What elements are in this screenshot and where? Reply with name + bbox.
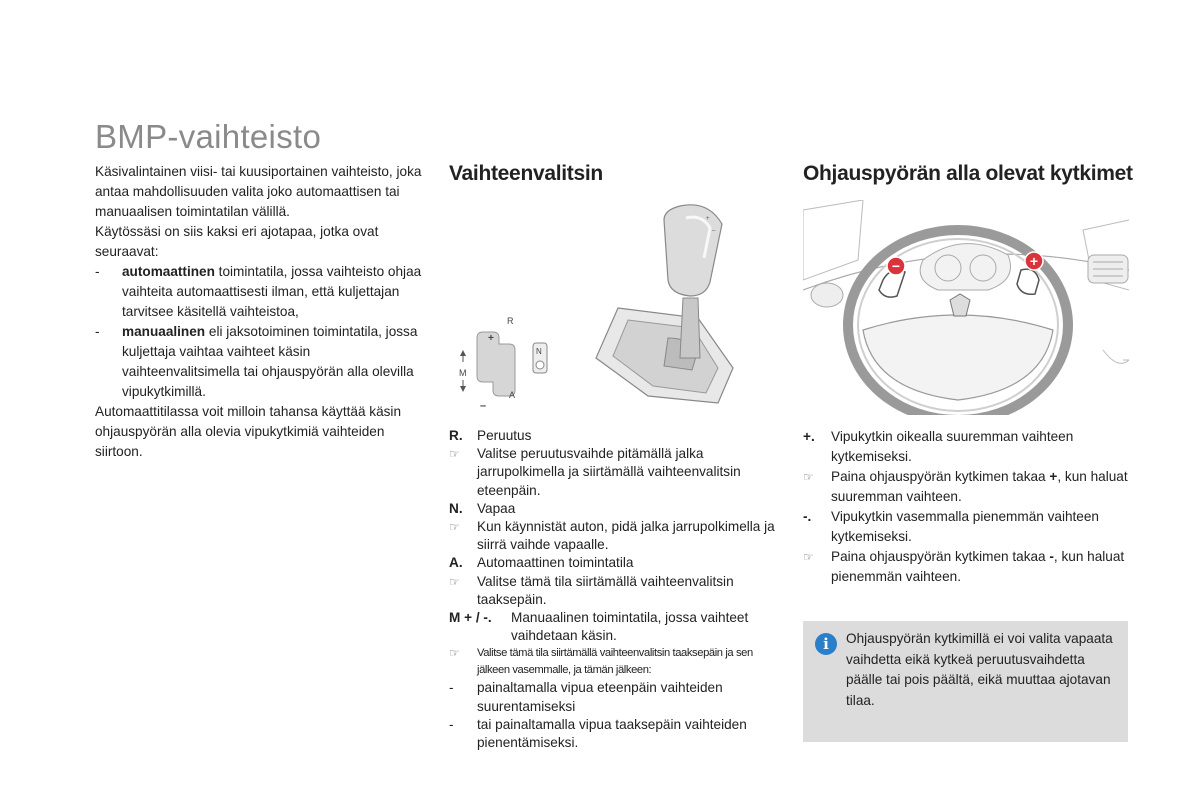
list-dash: -: [95, 324, 100, 339]
gear-text: Peruutus: [477, 428, 532, 443]
paddles-description: [803, 427, 1128, 587]
steering-wheel-illustration: [803, 200, 1129, 415]
gear-item-r: [449, 427, 779, 445]
paddles-heading: Ohjauspyörän alla olevat kytkimet: [803, 162, 1133, 185]
mode-description: eli jaksotoiminen toimintatila, jossa kuljettaja vaihtaa vaihteet käsin vaihteenvalitsimella tai ohjauspyörän alla olevilla vipukytkimillä.: [122, 324, 418, 399]
gear-key: N.: [449, 500, 463, 516]
paddle-item-plus: [803, 427, 1128, 467]
info-note-text: Ohjauspyörän kytkimillä ei voi valita vapaata vaihdetta eikä kytkeä peruutusvaihdetta päälle tai pois päältä, eikä muuttaa ajotavan tilaa.: [846, 631, 1113, 708]
pointing-hand-icon: ☞: [449, 447, 460, 462]
pointing-hand-icon: ☞: [449, 520, 460, 535]
list-dash: -: [449, 680, 454, 696]
instruction-text: Valitse tämä tila siirtämällä vaihteenvalitsin taaksepäin ja sen jälkeen vasemmalle, ja tämän jälkeen:: [477, 647, 753, 677]
instruction-item: [449, 645, 779, 679]
pointing-hand-icon: ☞: [449, 646, 460, 661]
paddle-item-minus: [803, 507, 1128, 547]
gear-key: R.: [449, 428, 463, 443]
intro-paragraph-1: Käsivalintainen viisi- tai kuusiportainen vaihteisto, joka antaa mahdollisuuden valita joko automaattisen tai manuaalisen toimintatilan välillä.: [95, 164, 422, 219]
info-icon: i: [815, 633, 837, 655]
manual-list-text: painaltamalla vipua eteenpäin vaihteiden suurentamiseksi: [477, 680, 723, 714]
gear-key: A.: [449, 555, 463, 571]
gear-label-minus: –: [480, 400, 487, 410]
mode-name: automaattinen: [122, 264, 215, 279]
paddle-key: -.: [803, 509, 812, 524]
pointing-hand-icon: ☞: [803, 550, 814, 564]
intro-paragraph-3: Automaattitilassa voit milloin tahansa käyttää käsin ohjauspyörän alla olevia vipukytkimiä vaihteiden siirtoon.: [95, 404, 402, 459]
selector-description: [449, 427, 779, 752]
gear-label-a: A: [509, 390, 516, 400]
pointing-hand-icon: ☞: [449, 574, 460, 589]
mode-list-item: [95, 262, 430, 322]
mode-list-item: [95, 322, 430, 402]
list-dash: -: [95, 264, 100, 279]
instruction-item: [449, 445, 779, 500]
mode-description: toimintatila, jossa vaihteisto ohjaa vaihteita automaattisesti ilman, että kuljettajan tarvitsee käsitellä vaihteistoa,: [122, 264, 422, 319]
plus-icon: +: [1029, 253, 1039, 269]
gear-label-r: R: [507, 316, 514, 326]
instruction-symbol: +: [1049, 469, 1058, 484]
intro-section: [95, 162, 430, 462]
pointing-hand-icon: ☞: [803, 470, 814, 484]
paddle-key: +.: [803, 429, 815, 444]
gear-key: M + / -.: [449, 610, 492, 626]
mode-name: manuaalinen: [122, 324, 206, 339]
gear-text: Manuaalinen toimintatila, jossa vaihteet vaihdetaan käsin.: [511, 610, 749, 644]
gear-text: Vapaa: [477, 500, 516, 516]
instruction-item: [803, 467, 1128, 507]
page-title: BMP-vaihteisto: [95, 118, 322, 155]
instruction-text: Valitse peruutusvaihde pitämällä jalka jarrupolkimella ja siirtämällä vaihteenvalitsin eteenpäin.: [477, 446, 741, 498]
svg-text:+: +: [706, 216, 710, 222]
manual-list-text: tai painaltamalla vipua taaksepäin vaihteiden pienentämiseksi.: [477, 716, 747, 751]
info-note: [803, 621, 1128, 742]
instruction-text: Paina ohjauspyörän kytkimen takaa: [831, 549, 1050, 564]
instruction-text: , kun haluat pienemmän vaihteen.: [831, 549, 1125, 584]
instruction-item: [449, 573, 779, 609]
minus-icon: −: [891, 258, 901, 274]
instruction-item: [449, 518, 779, 554]
gear-label-plus: +: [488, 333, 494, 344]
svg-text:–: –: [712, 228, 716, 234]
list-dash: -: [449, 716, 454, 732]
manual-list-item: [449, 716, 779, 752]
gear-item-a: [449, 554, 779, 572]
gear-lever-illustration: [588, 198, 738, 410]
manual-list-item: [449, 679, 779, 715]
paddle-text: Vipukytkin vasemmalla pienemmän vaihteen kytkemiseksi.: [831, 509, 1099, 544]
instruction-symbol: -: [1049, 549, 1054, 564]
instruction-text: Kun käynnistät auton, pidä jalka jarrupolkimella ja siirrä vaihde vapaalle.: [477, 519, 775, 553]
gear-item-m: [449, 609, 779, 645]
instruction-text: Valitse tämä tila siirtämällä vaihteenvalitsin taaksepäin.: [477, 573, 734, 607]
mode-list: [95, 262, 430, 402]
instruction-item: [803, 547, 1128, 587]
gear-pattern-diagram: [449, 310, 559, 410]
gear-item-n: [449, 500, 779, 518]
instruction-text: , kun haluat suuremman vaihteen.: [831, 469, 1128, 504]
gear-label-m: M: [459, 368, 467, 378]
paddle-text: Vipukytkin oikealla suuremman vaihteen kytkemiseksi.: [831, 429, 1074, 464]
intro-paragraph-2: Käytössäsi on siis kaksi eri ajotapaa, jotka ovat seuraavat:: [95, 224, 379, 259]
gear-label-n: N: [536, 347, 542, 356]
instruction-text: Paina ohjauspyörän kytkimen takaa: [831, 469, 1050, 484]
selector-heading: Vaihteenvalitsin: [449, 162, 603, 185]
gear-text: Automaattinen toimintatila: [477, 555, 634, 571]
